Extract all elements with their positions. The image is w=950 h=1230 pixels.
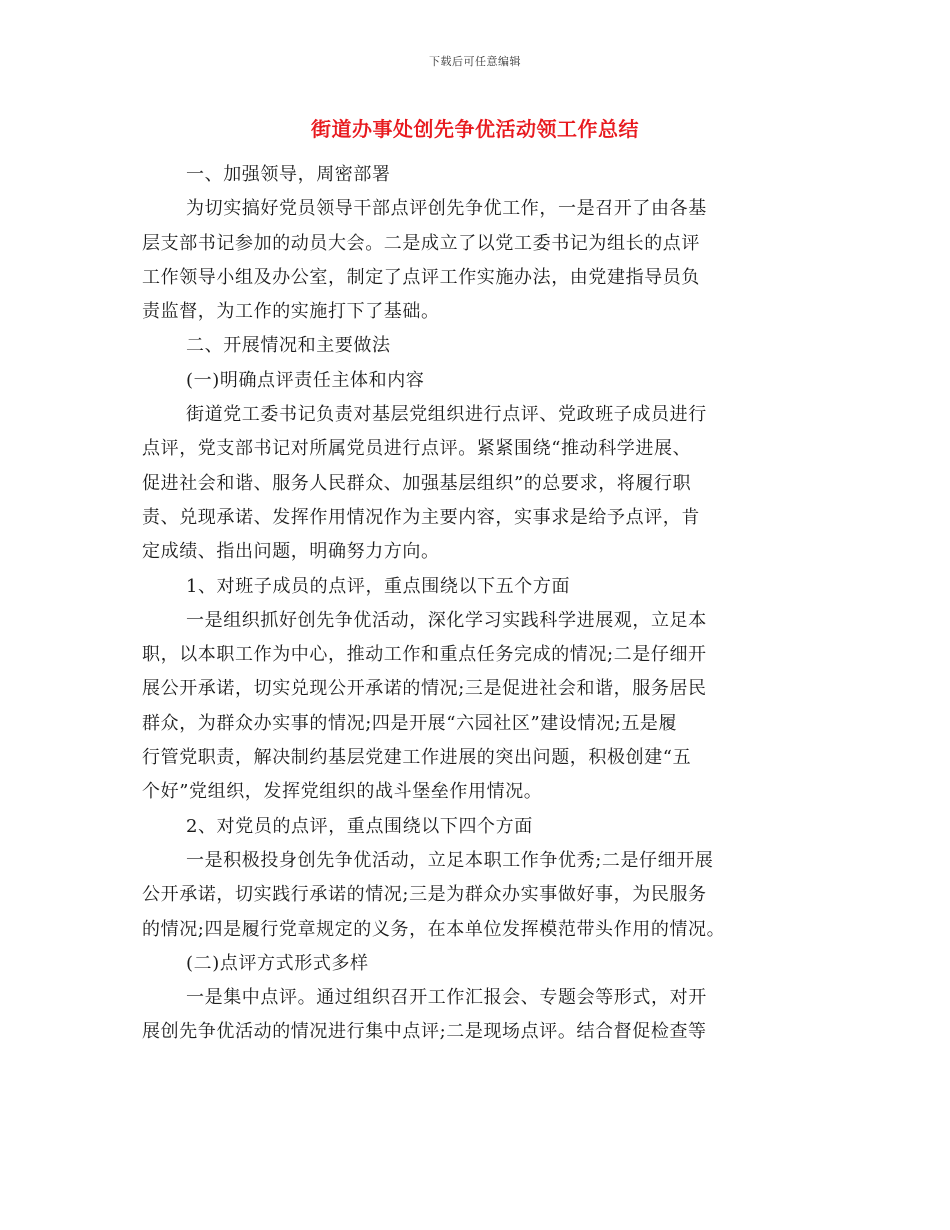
body-line: 责、兑现承诺、发挥作用情况作为主要内容，实事求是给予点评，肯 — [142, 506, 700, 528]
body-line: 的情况;四是履行党章规定的义务，在本单位发挥模范带头作用的情况。 — [142, 918, 726, 940]
body-line: 二、开展情况和主要做法 — [186, 335, 391, 357]
body-line: 一是组织抓好创先争优活动，深化学习实践科学进展观，立足本 — [186, 609, 707, 631]
body-line: 为切实搞好党员领导干部点评创先争优工作，一是召开了由各基 — [186, 198, 707, 220]
body-line: 街道党工委书记负责对基层党组织进行点评、党政班子成员进行 — [186, 404, 707, 426]
body-line: 点评，党支部书记对所属党员进行点评。紧紧围绕“推动科学进展、 — [142, 438, 692, 460]
body-line: 层支部书记参加的动员大会。二是成立了以党工委书记为组长的点评 — [142, 232, 700, 254]
document-body — [142, 158, 810, 1050]
document-title: 街道办事处创先争优活动领工作总结 — [311, 117, 639, 141]
body-line: 职，以本职工作为中心，推动工作和重点任务完成的情况;二是仔细开 — [142, 644, 707, 666]
page-header-note: 下载后可任意编辑 — [429, 55, 521, 68]
body-line: 公开承诺，切实践行承诺的情况;三是为群众办实事做好事，为民服务 — [142, 884, 707, 906]
body-line: 工作领导小组及办公室，制定了点评工作实施办法，由党建指导员负 — [142, 266, 700, 288]
body-line: 群众，为群众办实事的情况;四是开展“六园社区”建设情况;五是履 — [142, 712, 678, 734]
body-line: 责监督，为工作的实施打下了基础。 — [142, 301, 440, 323]
body-line: 个好”党组织，发挥党组织的战斗堡垒作用情况。 — [142, 781, 543, 803]
body-line: 2、对党员的点评，重点围绕以下四个方面 — [186, 815, 533, 837]
body-line: 促进社会和谐、服务人民群众、加强基层组织”的总要求，将履行职 — [142, 472, 692, 494]
body-line: (一)明确点评责任主体和内容 — [186, 369, 425, 391]
body-line: 一是积极投身创先争优活动，立足本职工作争优秀;二是仔细开展 — [186, 849, 714, 871]
body-line: 一是集中点评。通过组织召开工作汇报会、专题会等形式，对开 — [186, 987, 707, 1009]
body-line: 定成绩、指出问题，明确努力方向。 — [142, 541, 440, 563]
body-line: 展公开承诺，切实兑现公开承诺的情况;三是促进社会和谐，服务居民 — [142, 678, 707, 700]
body-line: 展创先争优活动的情况进行集中点评;二是现场点评。结合督促检查等 — [142, 1021, 707, 1043]
body-line: 行管党职责，解决制约基层党建工作进展的突出问题，积极创建“五 — [142, 747, 692, 769]
body-line: 1、对班子成员的点评，重点围绕以下五个方面 — [186, 575, 571, 597]
body-line: (二)点评方式形式多样 — [186, 952, 369, 974]
body-line: 一、加强领导，周密部署 — [186, 164, 391, 185]
